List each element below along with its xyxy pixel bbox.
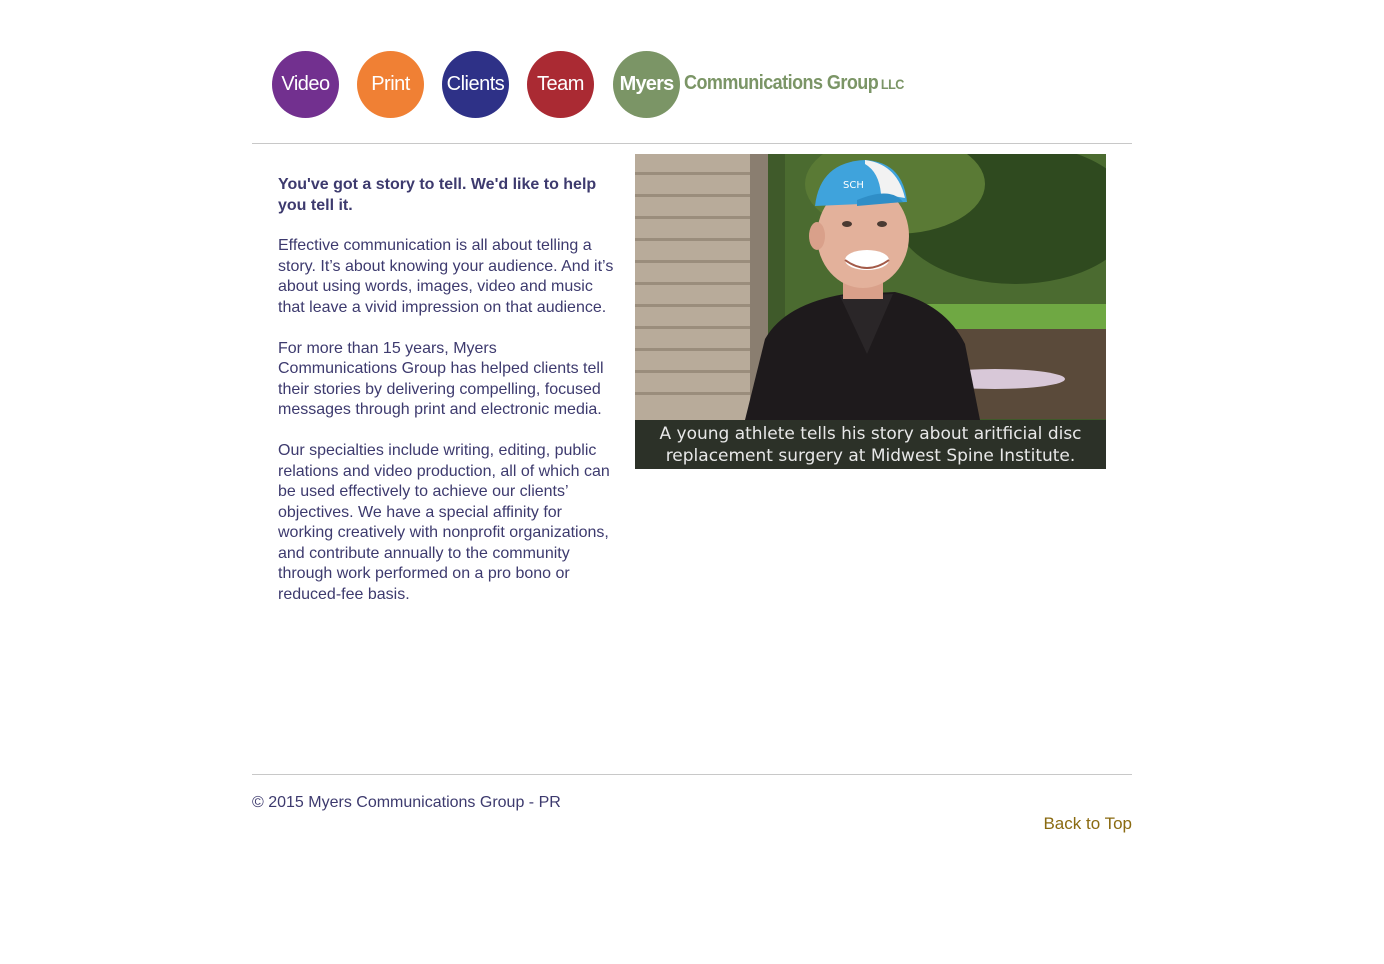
paragraph-1: Effective communication is all about telling a story. It’s about knowing your audience. And it’s about using words, images, video and music that leave a vivid impression on that audience.	[278, 237, 614, 316]
lead-heading: You've got a story to tell. We'd like to help you tell it.	[278, 176, 597, 214]
feature-photo[interactable]	[635, 154, 1106, 469]
logo-circle-text: Myers	[619, 73, 674, 95]
logo-suffix: LLC	[880, 76, 904, 92]
main-content	[278, 175, 618, 626]
nav-video-button[interactable]: Video	[272, 51, 339, 118]
paragraph-2: For more than 15 years, Myers Communications Group has helped clients tell their stories by delivering compelling, focused messages through print and electronic media.	[278, 339, 604, 418]
nav-clients-button[interactable]: Clients	[442, 51, 509, 118]
paragraph-3: Our specialties include writing, editing, public relations and video production, all of which can be used effectively to achieve our clients’ objectives. We have a special affinity for working creatively with nonprofit organizations, and contribute annually to the community through work performed on a pro bono or reduced-fee basis.	[278, 442, 610, 603]
nav-print-button[interactable]: Print	[357, 51, 424, 118]
logo-wordmark	[684, 72, 904, 95]
svg-text:SCH: SCH	[843, 180, 864, 191]
nav-team-button[interactable]: Team	[527, 51, 594, 118]
logo-circle[interactable]	[613, 51, 680, 118]
logo-name: Communications Group	[684, 72, 879, 94]
footer-divider	[252, 774, 1132, 775]
photo-caption: A young athlete tells his story about aritficial disc replacement surgery at Midwest Spine Institute.	[635, 420, 1106, 469]
header-divider	[252, 143, 1132, 144]
back-to-top-link[interactable]: Back to Top	[1043, 814, 1132, 833]
copyright-text: © 2015 Myers Communications Group - PR	[252, 794, 561, 811]
